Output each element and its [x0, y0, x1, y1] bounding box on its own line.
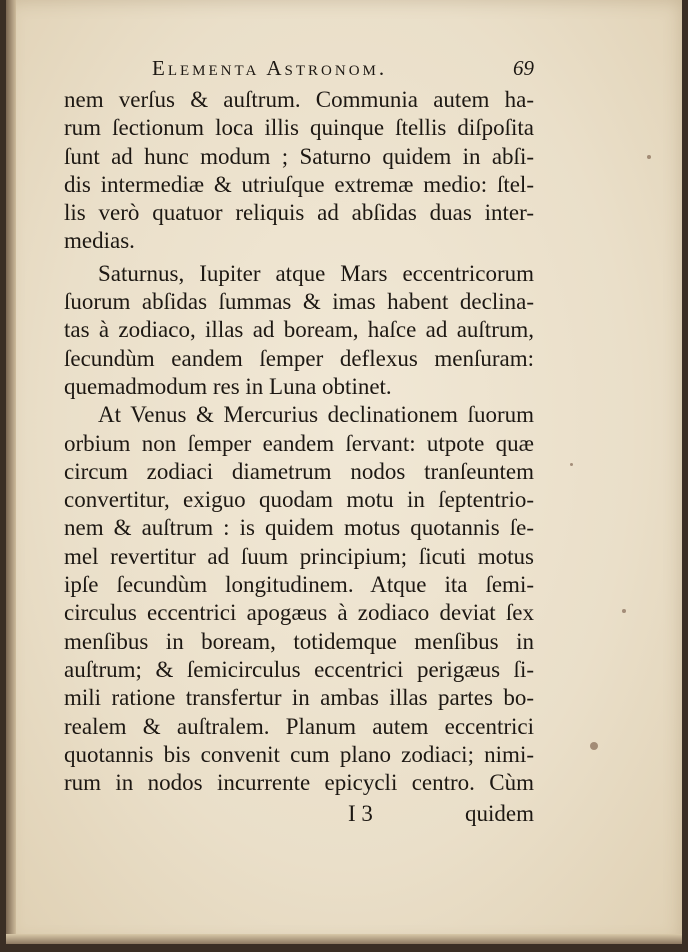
text-line: quemadmodum res in Luna obtinet.	[64, 373, 392, 399]
text-line: rum in nodos incurrente epicycli centro. Cùm	[64, 770, 534, 796]
page-bottom-edge	[6, 934, 682, 944]
page-number: 69	[513, 56, 534, 80]
text-line: lis verò quatuor reliquis ad abſidas duas inter-	[64, 200, 534, 226]
text-line: At Venus & Mercurius declinationem ſuorum	[98, 402, 534, 428]
text-line: mili ratione transfertur in ambas illas partes bo-	[64, 685, 534, 711]
text-line: quotannis bis convenit cum plano zodiaci; nimi-	[64, 741, 534, 767]
book-page	[6, 0, 682, 944]
text-line: auſtrum; & ſemicirculus eccentrici perigæus ſi-	[64, 656, 534, 682]
text-line: Saturnus, Iupiter atque Mars eccentricorum	[98, 260, 534, 286]
ink-speck	[590, 742, 598, 750]
ink-speck	[570, 463, 573, 466]
running-head	[64, 52, 534, 86]
text-line: ſuorum abſidas ſummas & imas habent declina-	[64, 289, 534, 315]
text-line: menſibus in boream, totidemque menſibus in	[64, 628, 534, 654]
text-line: ipſe ſecundùm longitudinem. Atque ita ſemi-	[64, 572, 534, 598]
page-footer	[64, 799, 534, 829]
page-gutter	[6, 0, 16, 944]
page-text-block	[64, 52, 534, 829]
text-line: rum ſectionum loca illis quinque ſtellis diſpoſita	[64, 115, 534, 141]
running-title: Elementa Astronom.	[152, 56, 388, 80]
ink-speck	[622, 609, 626, 613]
text-line: convertitur, exiguo quodam motu in ſeptentrio-	[64, 487, 534, 513]
paragraph-2	[64, 260, 534, 401]
text-line: dis intermediæ & utriuſque extremæ medio: ſtel-	[64, 171, 534, 197]
text-line: circum zodiaci diametrum nodos tranſeuntem	[64, 458, 534, 484]
ink-speck	[647, 155, 651, 159]
text-line: mel revertitur ad ſuum principium; ſicuti motus	[64, 543, 534, 569]
text-line: medias.	[64, 228, 135, 254]
text-line: orbium non ſemper eandem ſervant: utpote quæ	[64, 430, 534, 456]
text-line: circulus eccentrici apogæus à zodiaco deviat ſex	[64, 600, 534, 626]
text-line: nem verſus & auſtrum. Communia autem ha-	[64, 87, 534, 112]
signature-mark: I 3	[348, 801, 373, 827]
paragraph-1	[64, 86, 534, 256]
text-line: ſecundùm eandem ſemper deflexus menſuram:	[64, 345, 534, 371]
paragraph-3	[64, 401, 534, 797]
text-line: nem & auſtrum : is quidem motus quotannis ſe-	[64, 515, 534, 541]
text-line: realem & auſtralem. Planum autem eccentrici	[64, 713, 534, 739]
catchword: quidem	[465, 801, 534, 827]
text-line: tas à zodiaco, illas ad boream, haſce ad auſtrum,	[64, 317, 534, 343]
text-line: ſunt ad hunc modum ; Saturno quidem in abſi-	[64, 143, 534, 169]
